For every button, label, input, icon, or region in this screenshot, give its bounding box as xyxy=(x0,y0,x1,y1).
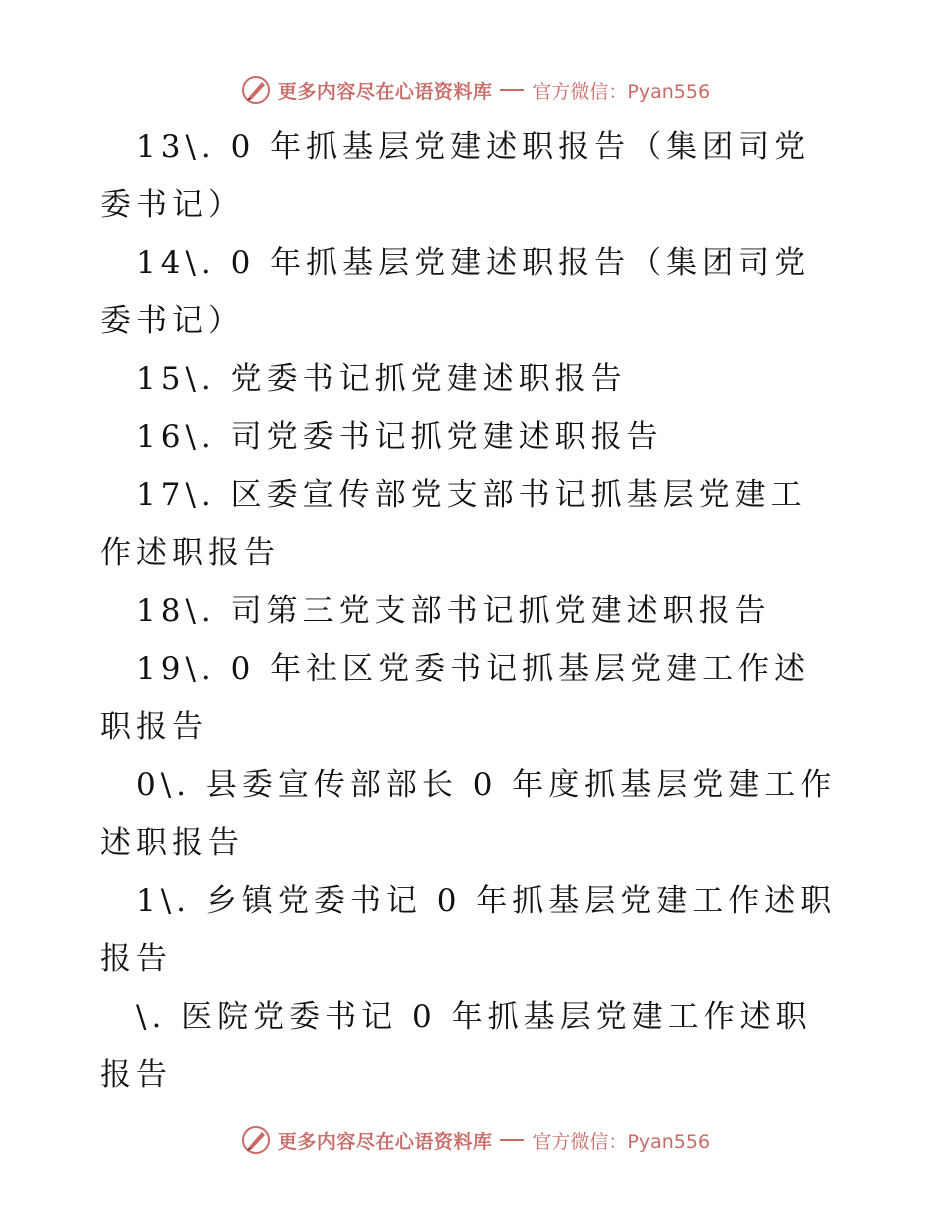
banner-official-account: 官方微信：Pyan556 xyxy=(532,1130,711,1153)
list-item: 15\. 党委书记抓党建述职报告 xyxy=(136,361,627,397)
banner-divider xyxy=(500,89,524,91)
list-item: 1\. 乡镇党委书记 0 年抓基层党建工作述职报告 xyxy=(100,883,837,977)
list-item: 16\. 司党委书记抓党建述职报告 xyxy=(136,419,663,455)
banner-slogan: 更多内容尽在心语资料库 xyxy=(277,80,493,103)
banner-official-account: 官方微信：Pyan556 xyxy=(532,80,711,103)
quill-logo-icon xyxy=(240,1124,272,1156)
list-item: 0\. 县委宣传部部长 0 年度抓基层党建工作述职报告 xyxy=(100,767,837,861)
list-item: 18\. 司第三党支部书记抓党建述职报告 xyxy=(136,593,771,629)
banner-slogan: 更多内容尽在心语资料库 xyxy=(277,1130,493,1153)
quill-logo-icon xyxy=(240,74,272,106)
list-item: 19\. 0 年社区党委书记抓基层党建工作述职报告 xyxy=(100,651,811,745)
header-banner xyxy=(0,70,950,110)
list-item: 17\. 区委宣传部党支部书记抓基层党建工作述职报告 xyxy=(100,477,807,571)
list-item: 13\. 0 年抓基层党建述职报告（集团司党委书记） xyxy=(100,129,811,223)
list-item: 14\. 0 年抓基层党建述职报告（集团司党委书记） xyxy=(100,245,811,339)
banner-divider xyxy=(500,1139,524,1141)
document-body xyxy=(100,118,840,1104)
footer-banner xyxy=(0,1120,950,1160)
list-item: \. 医院党委书记 0 年抓基层党建工作述职报告 xyxy=(100,999,812,1093)
